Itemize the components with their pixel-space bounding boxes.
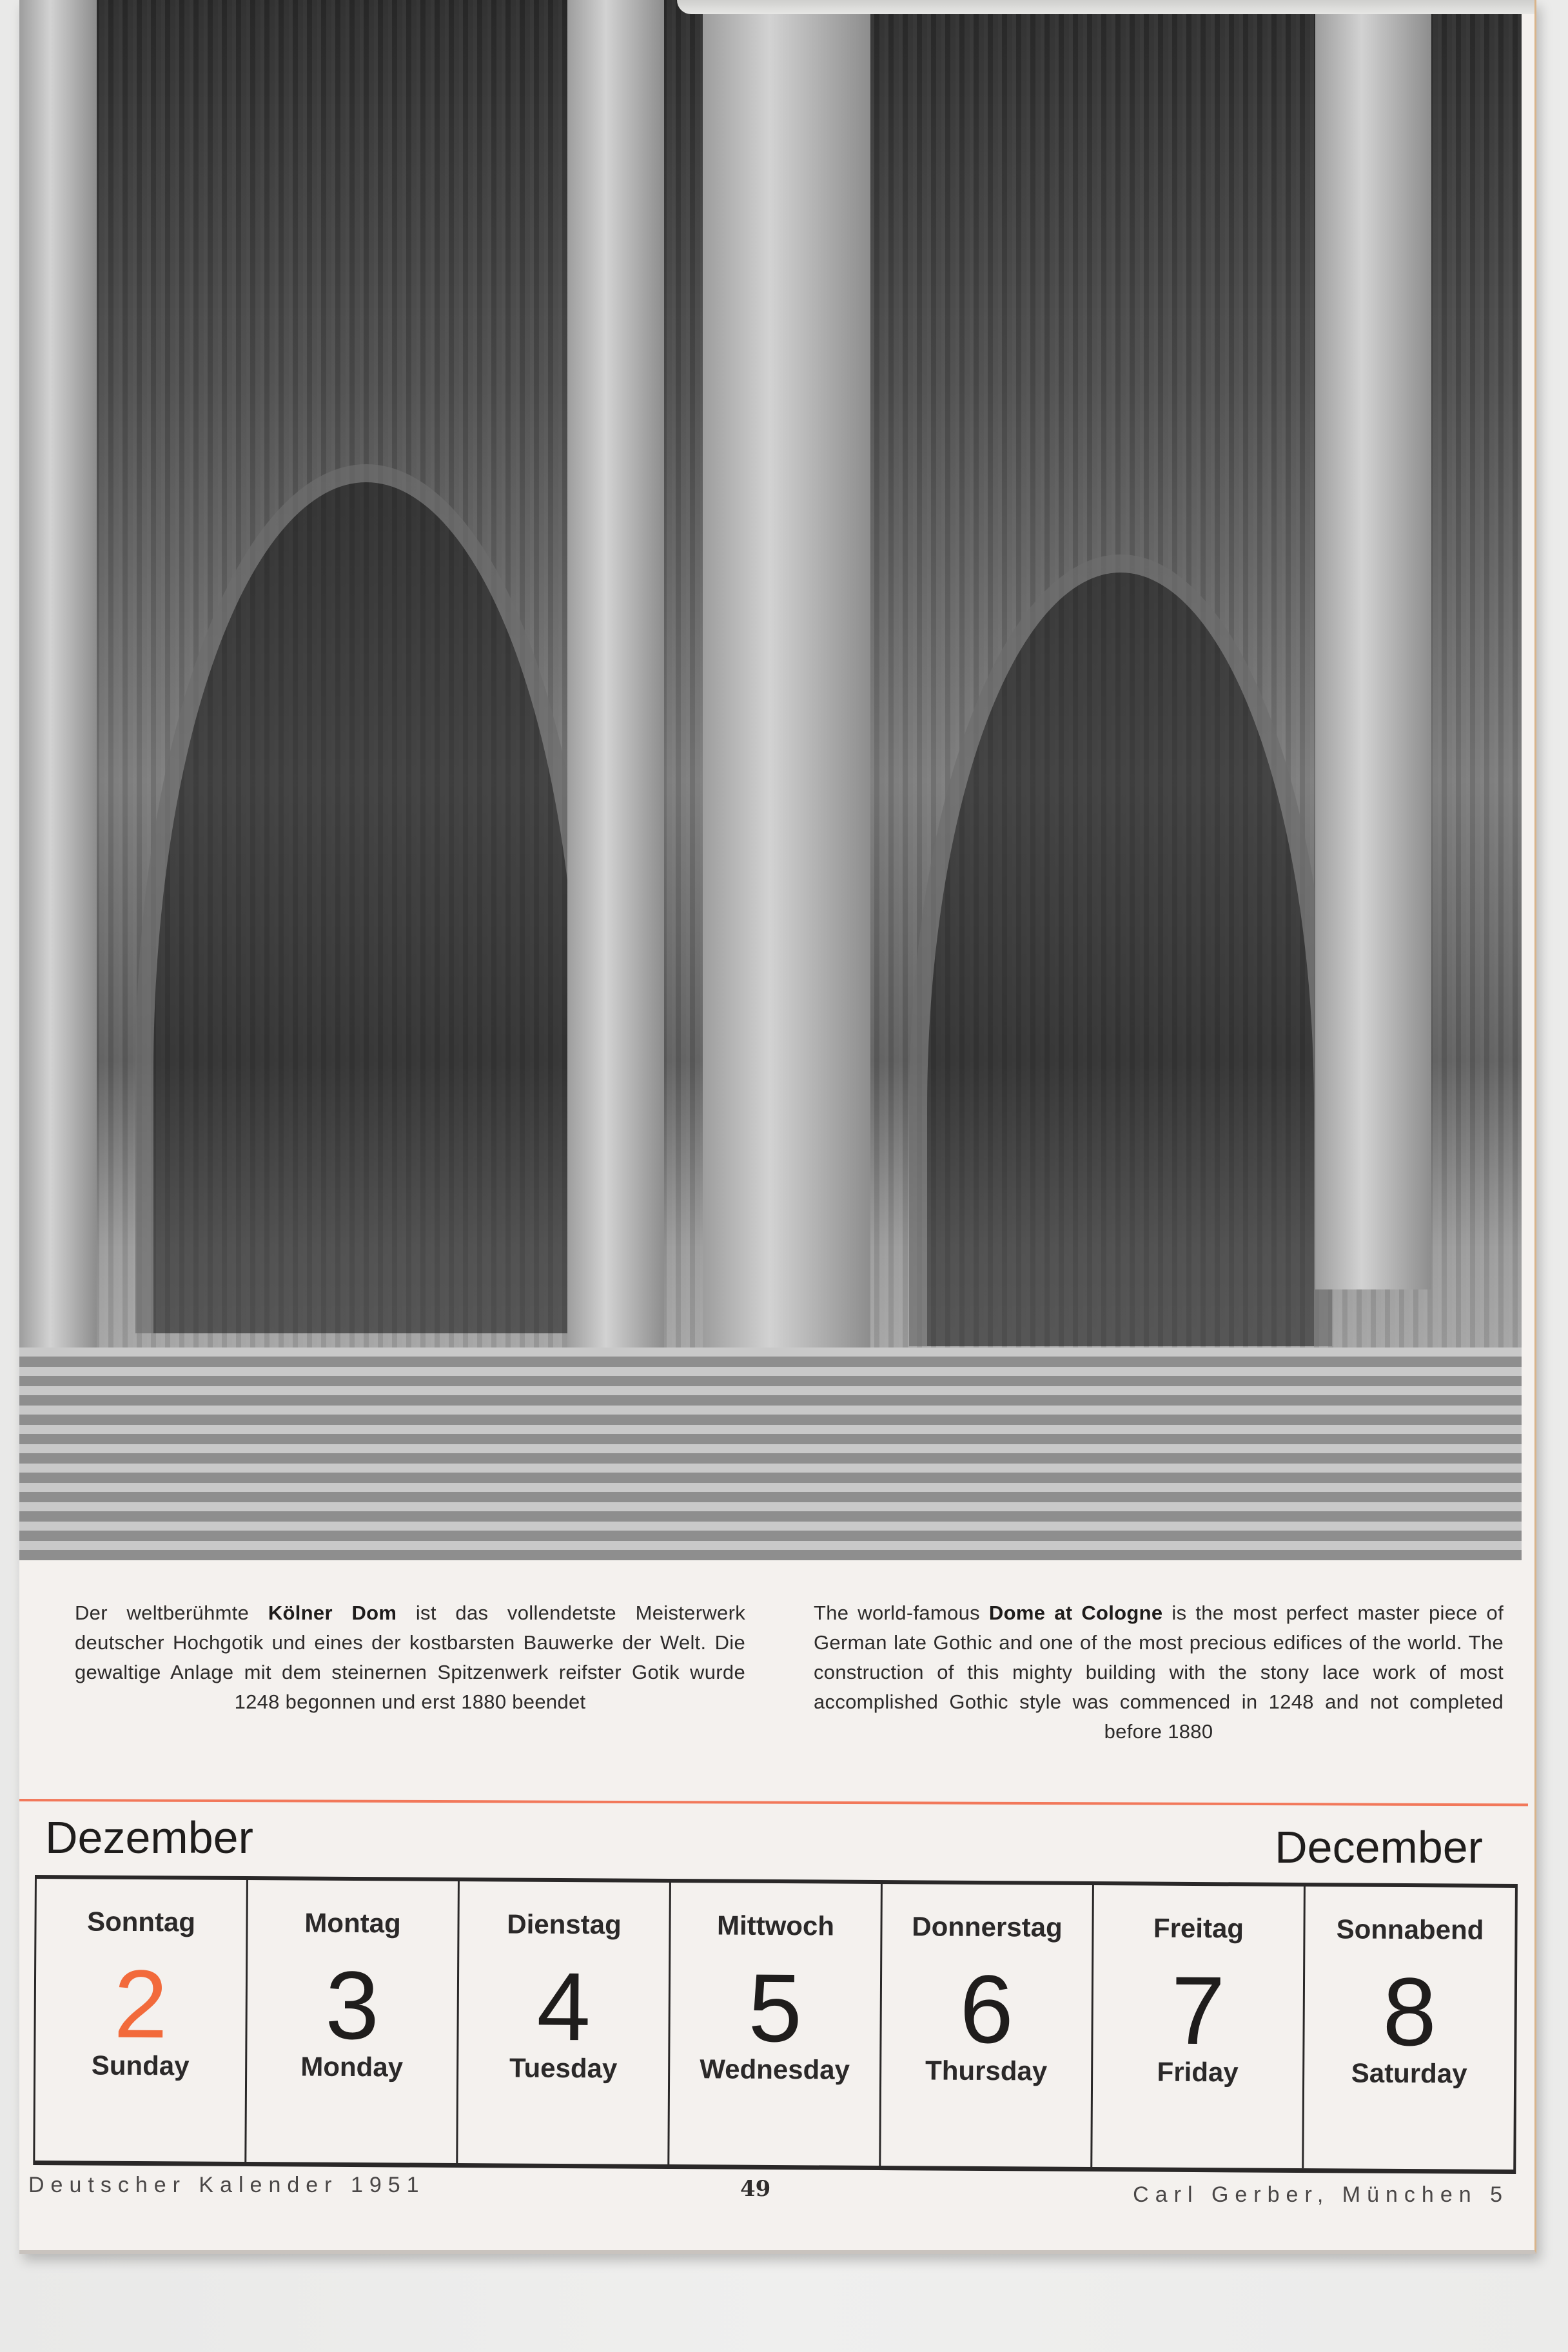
- day-name-german: Dienstag: [507, 1908, 622, 1940]
- day-number: 6: [959, 1954, 1014, 2064]
- day-name-english: Sunday: [91, 2050, 190, 2081]
- day-name-english: Tuesday: [509, 2052, 618, 2084]
- day-cell-friday: [1092, 1885, 1306, 2168]
- day-name-english: Friday: [1157, 2056, 1239, 2088]
- caption-german-bold: Kölner Dom: [268, 1602, 397, 1624]
- footer-publication: Deutscher Kalender 1951: [28, 2173, 426, 2197]
- day-name-german: Montag: [304, 1907, 401, 1939]
- day-name-german: Freitag: [1153, 1912, 1244, 1944]
- day-cell-thursday: [881, 1884, 1094, 2167]
- day-name-german: Sonntag: [86, 1906, 196, 1937]
- day-name-german: Donnerstag: [912, 1911, 1063, 1943]
- day-name-english: Monday: [300, 2051, 404, 2082]
- day-number: 3: [325, 1950, 380, 2060]
- day-number: 4: [536, 1952, 591, 2061]
- divider-rule: [19, 1799, 1528, 1806]
- day-name-english: Saturday: [1351, 2057, 1467, 2089]
- day-number: 7: [1171, 1955, 1226, 2065]
- day-cell-monday: [246, 1880, 460, 2163]
- day-number: 5: [748, 1953, 803, 2063]
- day-cell-sunday: [35, 1879, 248, 2162]
- day-number: 2: [113, 1949, 168, 2059]
- calendar-page: [19, 0, 1536, 2254]
- day-cell-saturday: [1304, 1886, 1515, 2170]
- day-name-german: Mittwoch: [716, 1910, 835, 1941]
- day-number: 8: [1382, 1957, 1437, 2066]
- day-name-english: Wednesday: [700, 2053, 850, 2085]
- day-name-english: Thursday: [925, 2055, 1048, 2086]
- month-title-german: Dezember: [45, 1812, 253, 1863]
- cathedral-photo: [19, 0, 1522, 1560]
- day-cell-tuesday: [458, 1881, 671, 2164]
- cathedral-steps: [19, 1348, 1522, 1560]
- day-cell-wednesday: [669, 1883, 883, 2166]
- month-title-english: December: [1275, 1822, 1483, 1872]
- caption-german: Der weltberühmte Kölner Dom ist das vollendetste Meisterwerk deutscher Hochgotik und eines der kostbarsten Bauwerke der Welt. Die gewaltige Anlage mit dem steinernen Spitzenwerk reifster Gotik wurde 1248 begonnen und erst 1880 beendet: [75, 1602, 745, 1713]
- footer-publisher: Carl Gerber, München 5: [1133, 2182, 1509, 2207]
- page-number: 49: [740, 2176, 771, 2202]
- week-grid: [33, 1875, 1518, 2174]
- caption-english: The world-famous Dome at Cologne is the most perfect master piece of German late Gothic and one of the most precious edifices of the world. The construction of this mighty building with the stony lace work of most accomplished Gothic style was commenced in 1248 and not completed before 1880: [814, 1602, 1504, 1743]
- previous-page-curl: [677, 0, 1534, 14]
- day-name-german: Sonnabend: [1336, 1914, 1484, 1945]
- caption-english-bold: Dome at Cologne: [988, 1602, 1163, 1624]
